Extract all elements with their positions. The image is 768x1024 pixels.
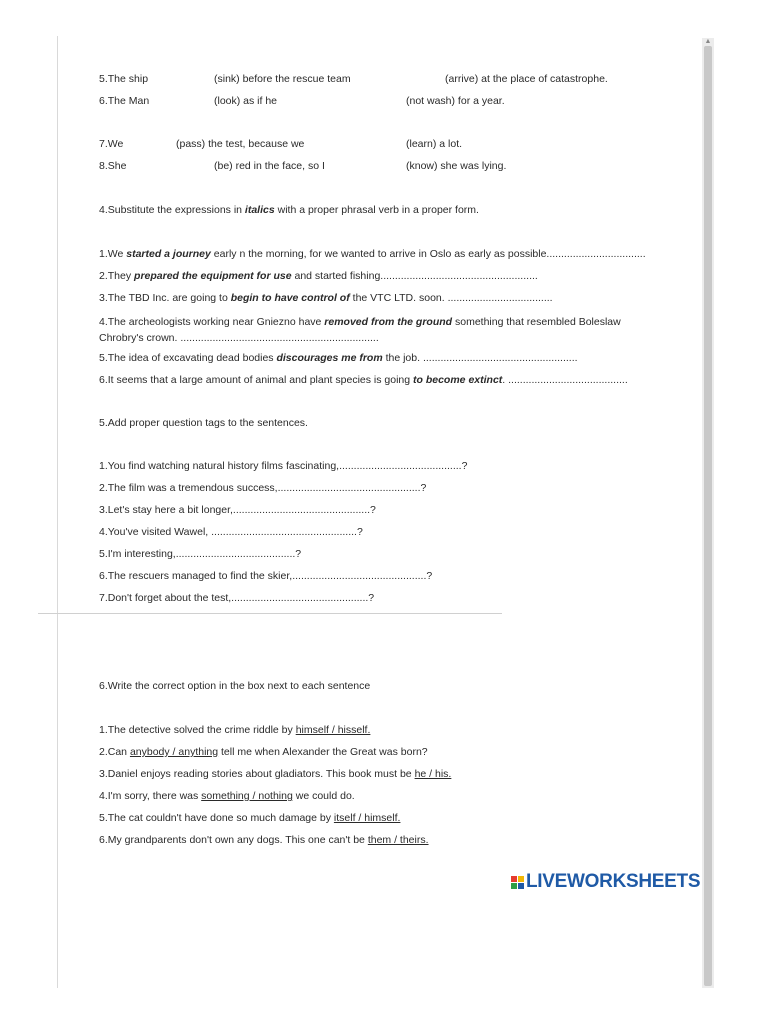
page-left-border-top <box>57 36 58 614</box>
s7-verb1: (pass) the test, because we <box>176 138 305 150</box>
ex6-item-2: 2.Can anybody / anything tell me when Alexander the Great was born? <box>99 746 428 758</box>
s5-verb1: (sink) before the rescue team <box>214 73 351 85</box>
ex5-item-5: 5.I'm interesting,.........................................? <box>99 548 302 560</box>
ex6-item-6: 6.My grandparents don't own any dogs. This one can't be them / theirs. <box>99 834 429 846</box>
ex5-item-1: 1.You find watching natural history films fascinating,..........................................? <box>99 460 468 472</box>
ex4-item-3: 3.The TBD Inc. are going to begin to have control of the VTC LTD. soon. .................................... <box>99 292 553 304</box>
s6-subject: 6.The Man <box>99 95 150 107</box>
exercise-6-heading: 6.Write the correct option in the box next to each sentence <box>99 680 371 692</box>
s7-verb2: (learn) a lot. <box>406 138 463 150</box>
liveworksheets-logo <box>511 871 700 893</box>
ex5-item-6: 6.The rescuers managed to find the skier,..............................................? <box>99 570 433 582</box>
scrollbar-thumb[interactable] <box>704 46 712 986</box>
s8-subject: 8.She <box>99 160 127 172</box>
s8-verb1: (be) red in the face, so I <box>214 160 325 172</box>
s5-verb2: (arrive) at the place of catastrophe. <box>445 73 608 85</box>
ex4-item-4: 4.The archeologists working near Gniezno have removed from the ground something that resembled Boleslaw Chrobry's crown. .................................................................... <box>99 316 621 344</box>
ex4-item-1: 1.We started a journey early n the morning, for we wanted to arrive in Oslo as early as possible.................................. <box>99 248 646 260</box>
liveworksheets-logo-icon <box>511 876 524 889</box>
page-break-line <box>38 613 502 614</box>
ex4-item-6: 6.It seems that a large amount of animal and plant species is going to become extinct. ......................................... <box>99 374 628 386</box>
ex5-item-4: 4.You've visited Wawel, ..................................................? <box>99 526 363 538</box>
s6-verb1: (look) as if he <box>214 95 278 107</box>
ex5-item-7: 7.Don't forget about the test,...............................................? <box>99 592 375 604</box>
s6-verb2: (not wash) for a year. <box>406 95 505 107</box>
scroll-up-arrow-icon[interactable]: ▲ <box>704 38 712 45</box>
page-left-border-bottom <box>57 613 58 988</box>
ex5-item-3: 3.Let's stay here a bit longer,...............................................? <box>99 504 376 516</box>
ex6-item-5: 5.The cat couldn't have done so much damage by itself / himself. <box>99 812 401 824</box>
s7-subject: 7.We <box>99 138 124 150</box>
exercise-5-heading: 5.Add proper question tags to the sentences. <box>99 417 308 429</box>
ex5-item-2: 2.The film was a tremendous success,.................................................? <box>99 482 427 494</box>
ex4-item-2: 2.They prepared the equipment for use and started fishing...................................................... <box>99 270 538 282</box>
exercise-4-heading: 4.Substitute the expressions in italics with a proper phrasal verb in a proper form. <box>99 204 479 216</box>
s8-verb2: (know) she was lying. <box>406 160 507 172</box>
ex6-item-1: 1.The detective solved the crime riddle by himself / hisself. <box>99 724 371 736</box>
ex6-item-4: 4.I'm sorry, there was something / nothing we could do. <box>99 790 355 802</box>
ex4-item-5: 5.The idea of excavating dead bodies discourages me from the job. ..................................................... <box>99 352 578 364</box>
ex6-item-3: 3.Daniel enjoys reading stories about gladiators. This book must be he / his. <box>99 768 452 780</box>
liveworksheets-logo-text: LIVEWORKSHEETS <box>526 871 701 892</box>
s5-subject: 5.The ship <box>99 73 149 85</box>
